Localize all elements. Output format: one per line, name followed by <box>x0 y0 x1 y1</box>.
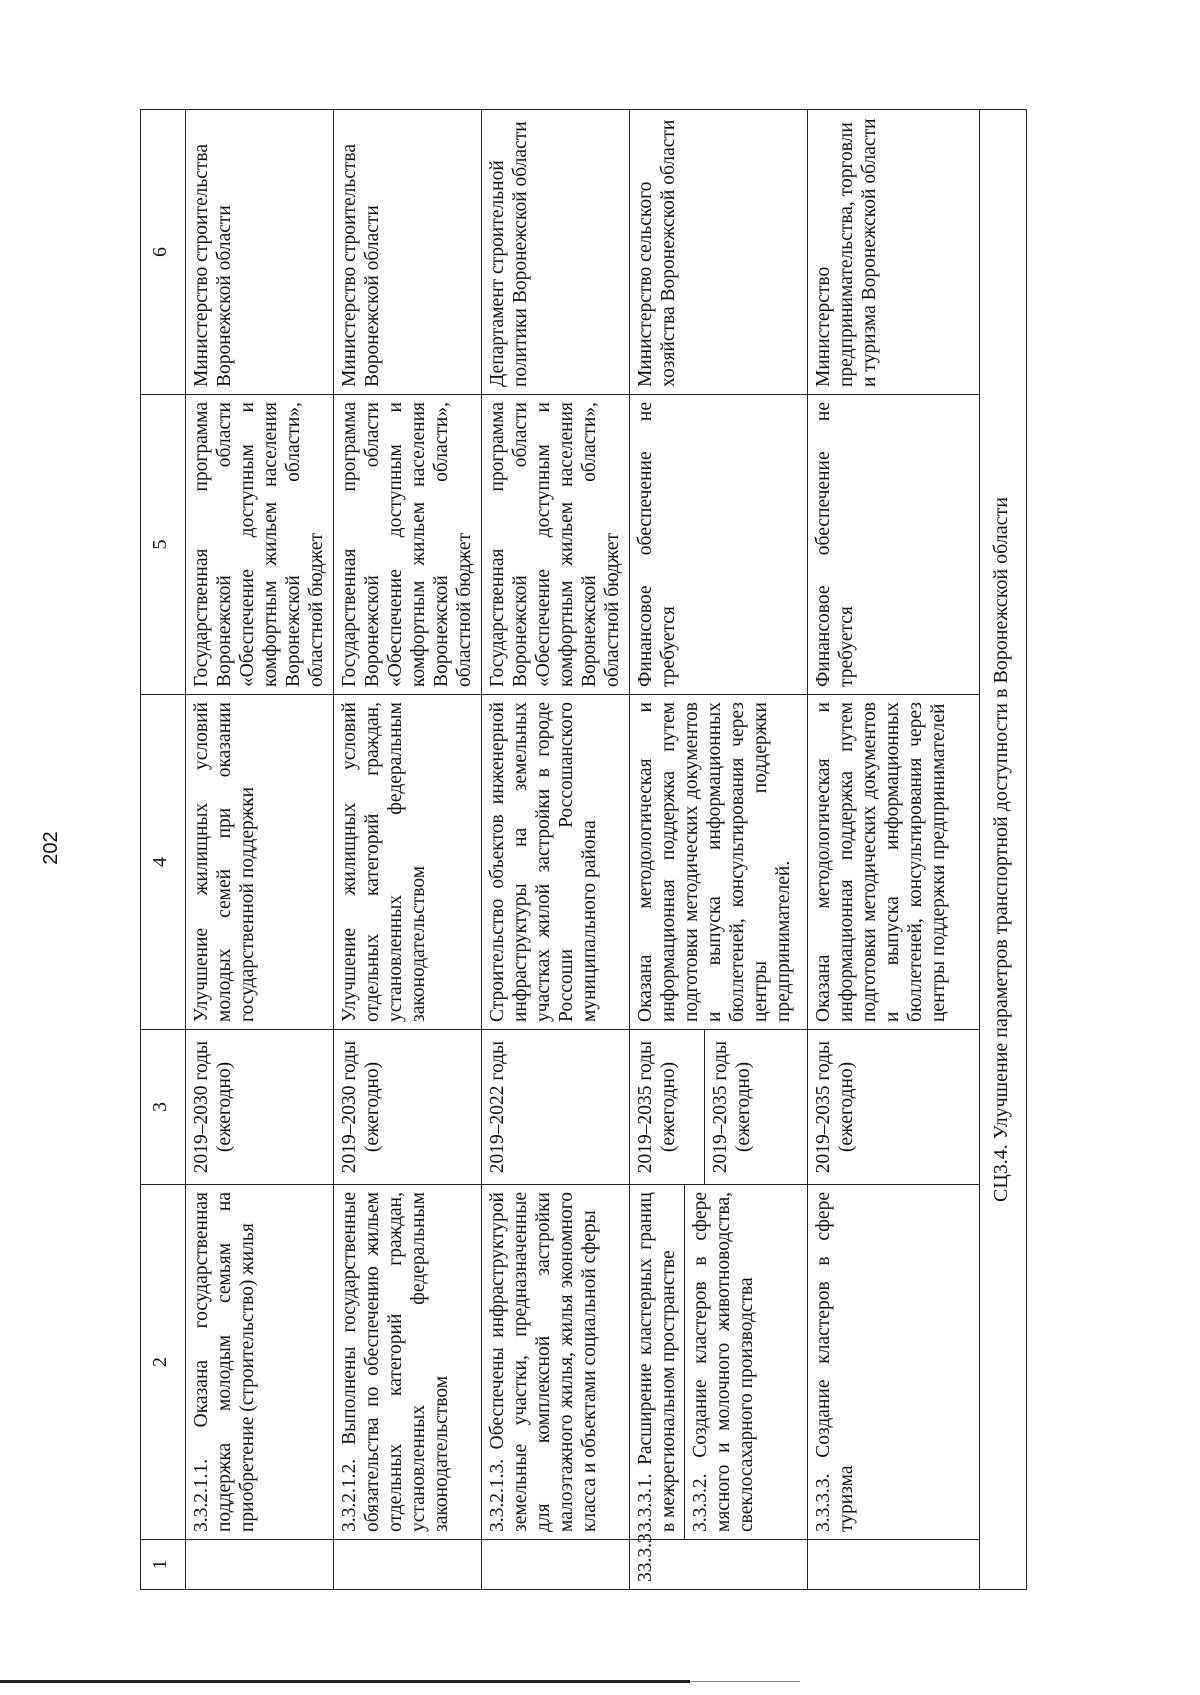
row-number <box>334 1540 482 1590</box>
footer-rule <box>0 1680 690 1683</box>
column-header: 1 <box>141 1540 186 1590</box>
result-cell: Строительство объектов инженерной инфраструктуры на земельных участках жилой застройки в городе Россоши Россошанского муниципального района <box>482 695 630 1030</box>
column-header: 5 <box>141 395 186 695</box>
task-cell: 3.3.2.1.2. Выполнены государственные обязательства по обеспечению жильем отдельных категорий граждан, установленных федеральным законодательством <box>334 1185 482 1540</box>
table-row <box>630 110 808 1590</box>
footer-rule-thin <box>690 1681 800 1682</box>
row-number <box>482 1540 630 1590</box>
page-number <box>40 818 64 878</box>
column-header: 2 <box>141 1185 186 1540</box>
funding-cell: Финансовое обеспечение не требуется <box>808 395 980 695</box>
row-number <box>186 1540 334 1590</box>
table-header-row <box>141 110 186 1590</box>
executor-cell: Министерство строительства Воронежской области <box>186 110 334 395</box>
table-row <box>186 110 334 1590</box>
funding-cell: Государственная программа Воронежской области «Обеспечение доступным и комфортным жильем населения Воронежской области», областной бюджет <box>186 395 334 695</box>
period-cell: 2019–2022 годы <box>482 1030 630 1185</box>
measures-table <box>140 109 1027 1590</box>
task-cell: 3.3.2.1.1. Оказана государственная поддержка молодым семьям на приобретение (строительство) жилья <box>186 1185 334 1540</box>
row-number <box>808 1540 980 1590</box>
executor-cell: Министерство строительства Воронежской области <box>334 110 482 395</box>
section-heading-row <box>980 110 1027 1590</box>
result-cell: Оказана методологическая и информационная поддержка путем подготовки методических документов и выпуска информационных бюллетеней, консультирования через центры поддержки предпринимателей. <box>630 695 808 1030</box>
table-row <box>808 110 980 1590</box>
funding-cell: Финансовое обеспечение не требуется <box>630 395 808 695</box>
page-number-text: 202 <box>40 831 62 865</box>
executor-cell: Департамент строительной политики Воронежской области <box>482 110 630 395</box>
row-number: 33.3.3 <box>630 1540 808 1590</box>
task-text-sub: 3.3.3.2. Создание кластеров в сфере мясного и молочного животноводства, свеклосахарного производства <box>684 1185 758 1539</box>
task-cell: 3.3.2.1.3. Обеспечены инфраструктурой земельные участки, предназначенные для комплексной застройки малоэтажного жилья, жилья экономного класса и объектами социальной сферы <box>482 1185 630 1540</box>
task-cell: 3.3.3.3. Создание кластеров в сфере туризма <box>808 1185 980 1540</box>
task-cell <box>630 1185 808 1540</box>
funding-cell: Государственная программа Воронежской области «Обеспечение доступным и комфортным жильем населения Воронежской области», областной бюджет <box>334 395 482 695</box>
period-text: 2019–2035 годы (ежегодно) <box>635 1040 679 1174</box>
executor-cell: Министерство сельского хозяйства Воронежской области <box>630 110 808 395</box>
table-row <box>482 110 630 1590</box>
table-row <box>334 110 482 1590</box>
column-header: 4 <box>141 695 186 1030</box>
task-text: 3.3.3.1. Расширение кластерных границ в межрегиональном пространстве <box>635 1192 679 1532</box>
column-header: 6 <box>141 110 186 395</box>
column-header: 3 <box>141 1030 186 1185</box>
executor-cell: Министерство предпринимательства, торговли и туризма Воронежской области <box>808 110 980 395</box>
funding-cell: Государственная программа Воронежской области «Обеспечение доступным и комфортным жильем населения Воронежской области», областной бюджет <box>482 395 630 695</box>
result-cell: Оказана методологическая и информационная поддержка путем подготовки методических документов и выпуска информационных бюллетеней, консультирования через центры поддержки предпринимателей <box>808 695 980 1030</box>
period-cell: 2019–2030 годы (ежегодно) <box>334 1030 482 1185</box>
period-cell: 2019–2035 годы (ежегодно) <box>808 1030 980 1185</box>
period-text-sub: 2019–2035 годы (ежегодно) <box>704 1030 755 1184</box>
result-cell: Улучшение жилищных условий отдельных категорий граждан, установленных федеральным законодательством <box>334 695 482 1030</box>
period-cell: 2019–2030 годы (ежегодно) <box>186 1030 334 1185</box>
result-cell: Улучшение жилищных условий молодых семей при оказании государственной поддержки <box>186 695 334 1030</box>
section-title: СЦ3.4. Улучшение параметров транспортной доступности в Воронежской области <box>980 110 1027 1590</box>
rotated-page <box>140 110 1040 1590</box>
period-cell <box>630 1030 808 1185</box>
